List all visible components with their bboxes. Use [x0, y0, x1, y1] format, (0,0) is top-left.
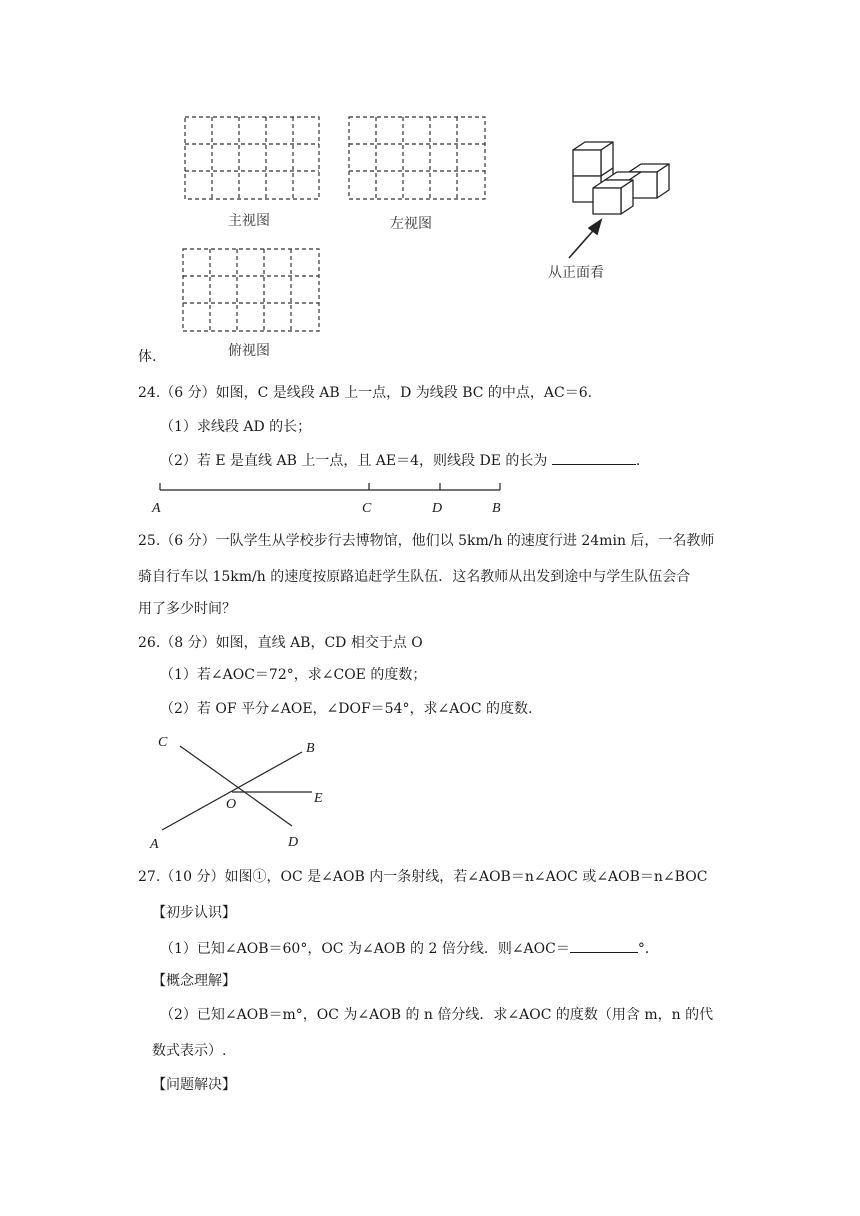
- point-B: B: [492, 501, 501, 516]
- q26-part1: （1）若∠AOC＝72°，求∠COE 的度数；: [160, 667, 427, 683]
- label-D: D: [288, 835, 299, 850]
- label-B: B: [306, 741, 315, 756]
- q26-part2: （2）若 OF 平分∠AOE，∠DOF＝54°，求∠AOC 的度数.: [160, 701, 533, 717]
- point-C: C: [362, 501, 372, 516]
- q27-heading-3: 【问题解决】: [152, 1077, 236, 1093]
- point-D: D: [432, 501, 443, 516]
- q25-line3: 用了多少时间？: [138, 601, 236, 617]
- q25-line2: 骑自行车以 15km/h 的速度按原路追赶学生队伍．这名教师从出发到途中与学生队伍会合: [138, 569, 691, 585]
- q24-stem: 24.（6 分）如图，C 是线段 AB 上一点，D 为线段 BC 的中点，AC＝6.: [138, 385, 593, 401]
- q27-heading-1: 【初步认识】: [152, 905, 236, 921]
- point-A: A: [152, 501, 161, 516]
- label-E: E: [314, 791, 323, 806]
- q23-tail: 体.: [138, 349, 157, 365]
- left-view-label: 左视图: [390, 216, 432, 232]
- q25-line1: 25.（6 分）一队学生从学校步行去博物馆，他们以 5km/h 的速度行进 24min 后，一名教师: [138, 533, 715, 549]
- answer-blank: [570, 938, 638, 953]
- q24-segment-figure: [148, 480, 520, 516]
- q27-part2-line2: 数式表示）.: [152, 1043, 227, 1059]
- q27-heading-2: 【概念理解】: [152, 973, 236, 989]
- left-view-grid: [348, 116, 486, 200]
- answer-blank: [552, 450, 636, 465]
- front-view-grid: [184, 116, 320, 200]
- q27-part1: （1）已知∠AOB＝60°，OC 为∠AOB 的 2 倍分线．则∠AOC＝ °．: [160, 938, 659, 958]
- q27-stem: 27.（10 分）如图①，OC 是∠AOB 内一条射线，若∠AOB＝n∠AOC 或∠AOB＝n∠BOC: [138, 869, 708, 885]
- label-C: C: [158, 735, 168, 750]
- label-A: A: [150, 837, 159, 852]
- top-view-grid: [182, 248, 320, 332]
- q26-angle-figure: [140, 730, 340, 854]
- label-O: O: [226, 797, 237, 812]
- top-view-label: 俯视图: [228, 343, 270, 359]
- q27-part2-line1: （2）已知∠AOB＝m°，OC 为∠AOB 的 n 倍分线．求∠AOC 的度数（用含 m，n 的代: [160, 1007, 714, 1023]
- view-direction-label: 从正面看: [548, 265, 604, 281]
- q26-stem: 26.（8 分）如图，直线 AB，CD 相交于点 O: [138, 635, 423, 651]
- q24-part1: （1）求线段 AD 的长；: [160, 419, 312, 435]
- front-view-label: 主视图: [228, 213, 270, 229]
- q24-part2: （2）若 E 是直线 AB 上一点，且 AE＝4，则线段 DE 的长为 .: [160, 450, 640, 470]
